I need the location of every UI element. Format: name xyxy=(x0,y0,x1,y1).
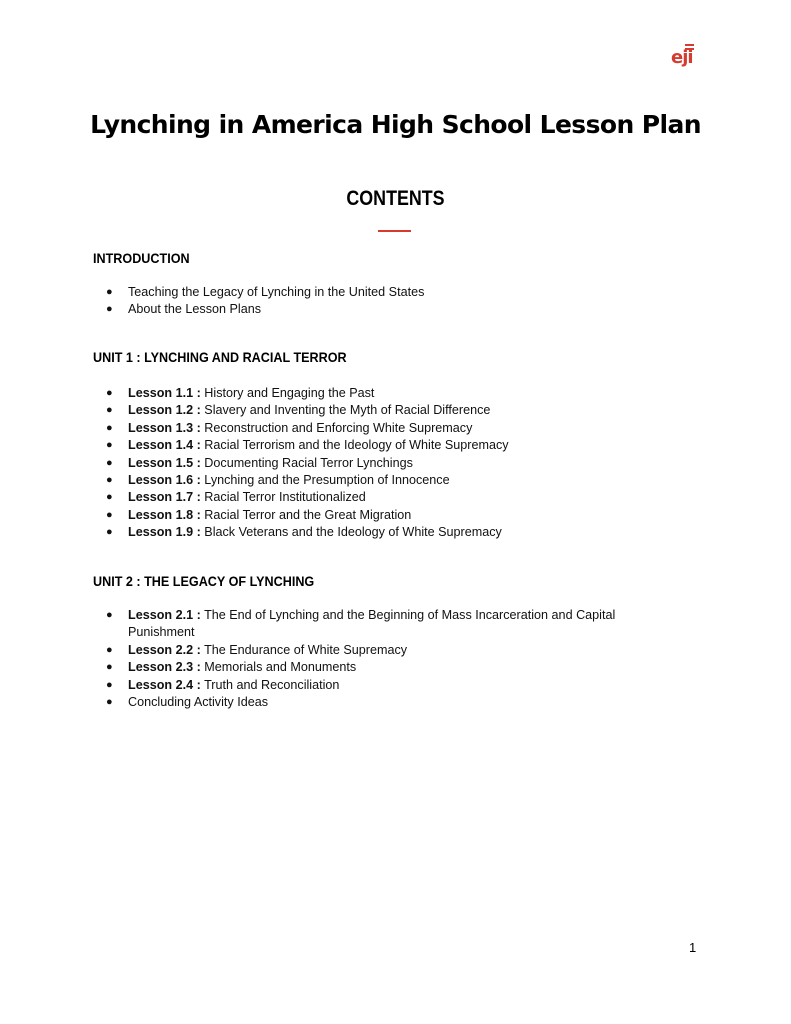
contents-heading: CONTENTS xyxy=(346,187,445,210)
lesson-number: Lesson 1.7 : xyxy=(128,490,201,505)
bullet-icon: ● xyxy=(106,456,113,469)
list-item xyxy=(93,420,693,437)
page-title: Lynching in America High School Lesson Plan xyxy=(90,110,701,139)
lesson-number: Lesson 1.1 : xyxy=(128,386,201,400)
lesson-title: Lynching and the Presumption of Innocence xyxy=(204,473,450,488)
bullet-icon: ● xyxy=(106,678,113,691)
lesson-title: Black Veterans and the Ideology of White Supremacy xyxy=(204,525,502,540)
unit-1-list xyxy=(93,385,693,542)
lesson-number: Lesson 1.8 : xyxy=(128,507,201,522)
list-item xyxy=(93,659,653,676)
bullet-icon: ● xyxy=(106,609,113,621)
lesson-title: Truth and Reconciliation xyxy=(204,677,340,692)
accent-rule xyxy=(378,230,411,232)
eji-logo xyxy=(671,44,697,70)
lesson-number: Lesson 1.3 : xyxy=(128,420,201,435)
list-item xyxy=(93,489,693,506)
list-item xyxy=(93,677,653,694)
list-item xyxy=(93,472,693,489)
lesson-title: History and Engaging the Past xyxy=(204,386,375,400)
lesson-title: Memorials and Monuments xyxy=(204,660,357,675)
list-item: ● About the Lesson Plans xyxy=(93,301,693,318)
list-item xyxy=(93,437,693,454)
bullet-icon: ● xyxy=(106,661,113,674)
list-item xyxy=(93,507,693,524)
lesson-title: The End of Lynching and the Beginning of Mass Incarceration and Capital Punishment xyxy=(128,608,616,640)
lesson-title: Racial Terror and the Great Migration xyxy=(204,507,412,522)
list-item: ● Teaching the Legacy of Lynching in the United States xyxy=(93,284,693,301)
section-heading-unit-1: UNIT 1 : LYNCHING AND RACIAL TERROR xyxy=(93,349,347,365)
lesson-title: The Endurance of White Supremacy xyxy=(204,642,408,657)
list-item xyxy=(93,524,693,541)
lesson-number: Lesson 2.2 : xyxy=(128,642,201,657)
bullet-icon: ● xyxy=(106,643,113,656)
lesson-title: Racial Terrorism and the Ideology of White Supremacy xyxy=(204,438,509,453)
lesson-number: Lesson 1.2 : xyxy=(128,403,201,418)
bullet-icon: ● xyxy=(106,696,113,709)
bullet-icon: ● xyxy=(106,526,113,539)
lesson-title: Reconstruction and Enforcing White Supremacy xyxy=(204,420,473,435)
introduction-list xyxy=(93,284,693,319)
bullet-icon: ● xyxy=(106,439,113,452)
bullet-icon: ● xyxy=(106,286,113,298)
logo-text: eji xyxy=(671,47,693,68)
list-item xyxy=(93,402,693,419)
bullet-icon: ● xyxy=(106,508,113,521)
lesson-title: Slavery and Inventing the Myth of Racial Difference xyxy=(204,403,491,418)
list-item xyxy=(93,694,653,711)
bullet-icon: ● xyxy=(106,404,113,417)
section-heading-introduction: INTRODUCTION xyxy=(93,250,190,266)
lesson-number: Lesson 1.6 : xyxy=(128,473,201,488)
lesson-number: Lesson 1.5 : xyxy=(128,455,201,470)
bullet-icon: ● xyxy=(106,491,113,504)
lesson-title: Documenting Racial Terror Lynchings xyxy=(204,455,413,470)
bullet-icon: ● xyxy=(106,387,113,399)
page-number: 1 xyxy=(689,940,697,955)
lesson-number: Lesson 2.1 : xyxy=(128,608,201,622)
bullet-icon: ● xyxy=(106,303,113,316)
unit-2-list xyxy=(93,607,653,711)
lesson-number: Lesson 1.9 : xyxy=(128,525,201,540)
list-item xyxy=(93,642,653,659)
lesson-number: Lesson 2.4 : xyxy=(128,677,201,692)
lesson-number: Lesson 1.4 : xyxy=(128,438,201,453)
lesson-title: Racial Terror Institutionalized xyxy=(204,490,366,505)
lesson-title: Concluding Activity Ideas xyxy=(128,695,269,710)
bullet-icon: ● xyxy=(106,421,113,434)
list-item xyxy=(93,385,693,402)
list-item xyxy=(93,607,653,642)
bullet-icon: ● xyxy=(106,474,113,487)
lesson-number: Lesson 2.3 : xyxy=(128,660,201,675)
list-item xyxy=(93,455,693,472)
section-heading-unit-2: UNIT 2 : THE LEGACY OF LYNCHING xyxy=(93,573,315,589)
